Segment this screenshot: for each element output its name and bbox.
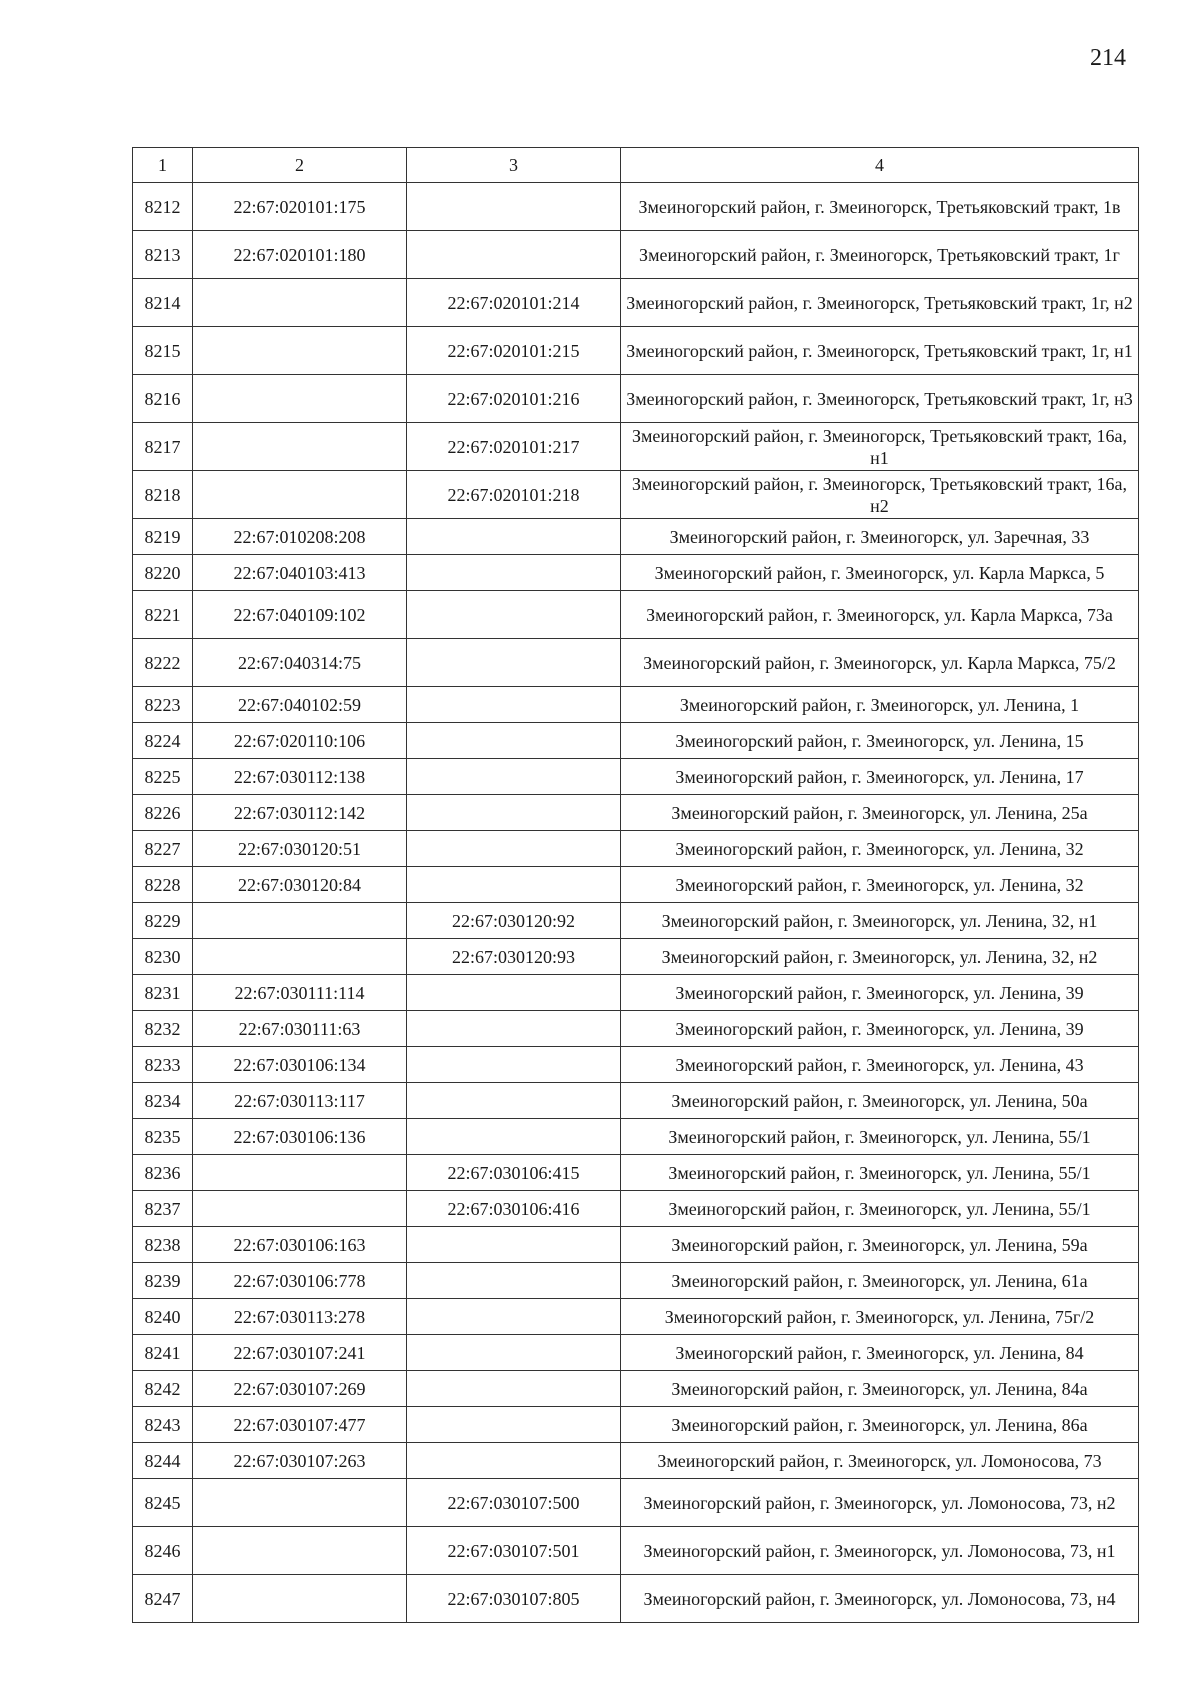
row-number: 8244 bbox=[133, 1443, 193, 1479]
row-number: 8233 bbox=[133, 1047, 193, 1083]
cadastral-number-col3 bbox=[407, 1335, 621, 1371]
table-row bbox=[133, 867, 1139, 903]
address-cell: Змеиногорский район, г. Змеиногорск, Третьяковский тракт, 1в bbox=[621, 183, 1139, 231]
cadastral-number-col2: 22:67:030107:477 bbox=[193, 1407, 407, 1443]
cadastral-number-col2 bbox=[193, 1527, 407, 1575]
table-row bbox=[133, 1443, 1139, 1479]
cadastral-number-col3: 22:67:030120:93 bbox=[407, 939, 621, 975]
cadastral-number-col3: 22:67:020101:214 bbox=[407, 279, 621, 327]
table-row bbox=[133, 903, 1139, 939]
row-number: 8231 bbox=[133, 975, 193, 1011]
cadastral-number-col3: 22:67:020101:217 bbox=[407, 423, 621, 471]
cadastral-number-col3 bbox=[407, 231, 621, 279]
registry-table bbox=[132, 147, 1139, 1623]
table-row bbox=[133, 1299, 1139, 1335]
cadastral-number-col2: 22:67:010208:208 bbox=[193, 519, 407, 555]
cadastral-number-col3 bbox=[407, 687, 621, 723]
address-cell: Змеиногорский район, г. Змеиногорск, ул. Ломоносова, 73, н1 bbox=[621, 1527, 1139, 1575]
cadastral-number-col2: 22:67:030111:114 bbox=[193, 975, 407, 1011]
cadastral-number-col2 bbox=[193, 1479, 407, 1527]
cadastral-number-col3 bbox=[407, 975, 621, 1011]
cadastral-number-col2 bbox=[193, 471, 407, 519]
address-cell: Змеиногорский район, г. Змеиногорск, ул. Ленина, 84а bbox=[621, 1371, 1139, 1407]
row-number: 8221 bbox=[133, 591, 193, 639]
table-row bbox=[133, 1575, 1139, 1623]
address-cell: Змеиногорский район, г. Змеиногорск, ул. Ленина, 32, н2 bbox=[621, 939, 1139, 975]
row-number: 8246 bbox=[133, 1527, 193, 1575]
cadastral-number-col2 bbox=[193, 279, 407, 327]
table-header-row bbox=[133, 148, 1139, 183]
address-cell: Змеиногорский район, г. Змеиногорск, ул. Ленина, 55/1 bbox=[621, 1155, 1139, 1191]
row-number: 8224 bbox=[133, 723, 193, 759]
table-row bbox=[133, 519, 1139, 555]
table-row bbox=[133, 423, 1139, 471]
cadastral-number-col3 bbox=[407, 1119, 621, 1155]
cadastral-number-col3: 22:67:030106:415 bbox=[407, 1155, 621, 1191]
table-row bbox=[133, 279, 1139, 327]
address-cell: Змеиногорский район, г. Змеиногорск, Третьяковский тракт, 1г bbox=[621, 231, 1139, 279]
row-number: 8239 bbox=[133, 1263, 193, 1299]
address-cell: Змеиногорский район, г. Змеиногорск, ул. Ленина, 50а bbox=[621, 1083, 1139, 1119]
row-number: 8229 bbox=[133, 903, 193, 939]
row-number: 8241 bbox=[133, 1335, 193, 1371]
table-row bbox=[133, 1119, 1139, 1155]
row-number: 8230 bbox=[133, 939, 193, 975]
cadastral-number-col3 bbox=[407, 831, 621, 867]
row-number: 8225 bbox=[133, 759, 193, 795]
cadastral-number-col3 bbox=[407, 1407, 621, 1443]
cadastral-number-col2 bbox=[193, 375, 407, 423]
cadastral-number-col3: 22:67:030107:500 bbox=[407, 1479, 621, 1527]
cadastral-number-col3: 22:67:030107:501 bbox=[407, 1527, 621, 1575]
row-number: 8219 bbox=[133, 519, 193, 555]
address-cell: Змеиногорский район, г. Змеиногорск, ул. Ленина, 39 bbox=[621, 1011, 1139, 1047]
address-cell: Змеиногорский район, г. Змеиногорск, Третьяковский тракт, 1г, н1 bbox=[621, 327, 1139, 375]
row-number: 8227 bbox=[133, 831, 193, 867]
address-cell: Змеиногорский район, г. Змеиногорск, Третьяковский тракт, 16а, н2 bbox=[621, 471, 1139, 519]
address-cell: Змеиногорский район, г. Змеиногорск, ул. Карла Маркса, 73а bbox=[621, 591, 1139, 639]
address-cell: Змеиногорский район, г. Змеиногорск, ул. Ленина, 17 bbox=[621, 759, 1139, 795]
address-cell: Змеиногорский район, г. Змеиногорск, Третьяковский тракт, 1г, н3 bbox=[621, 375, 1139, 423]
table-row bbox=[133, 327, 1139, 375]
cadastral-number-col2 bbox=[193, 1575, 407, 1623]
cadastral-number-col2: 22:67:030106:136 bbox=[193, 1119, 407, 1155]
cadastral-number-col2: 22:67:030106:778 bbox=[193, 1263, 407, 1299]
cadastral-number-col3: 22:67:020101:218 bbox=[407, 471, 621, 519]
address-cell: Змеиногорский район, г. Змеиногорск, ул. Ломоносова, 73, н2 bbox=[621, 1479, 1139, 1527]
cadastral-number-col2: 22:67:030112:142 bbox=[193, 795, 407, 831]
cadastral-number-col2: 22:67:030106:163 bbox=[193, 1227, 407, 1263]
cadastral-number-col2: 22:67:030111:63 bbox=[193, 1011, 407, 1047]
table-row bbox=[133, 1083, 1139, 1119]
table-row bbox=[133, 1155, 1139, 1191]
table-row bbox=[133, 1407, 1139, 1443]
row-number: 8247 bbox=[133, 1575, 193, 1623]
row-number: 8237 bbox=[133, 1191, 193, 1227]
cadastral-number-col2: 22:67:030120:84 bbox=[193, 867, 407, 903]
cadastral-number-col3 bbox=[407, 591, 621, 639]
cadastral-number-col3 bbox=[407, 1083, 621, 1119]
row-number: 8214 bbox=[133, 279, 193, 327]
row-number: 8228 bbox=[133, 867, 193, 903]
row-number: 8216 bbox=[133, 375, 193, 423]
column-header: 3 bbox=[407, 148, 621, 183]
page-number: 214 bbox=[1090, 45, 1126, 71]
address-cell: Змеиногорский район, г. Змеиногорск, ул. Ленина, 1 bbox=[621, 687, 1139, 723]
table-row bbox=[133, 723, 1139, 759]
cadastral-number-col2 bbox=[193, 327, 407, 375]
cadastral-number-col3 bbox=[407, 555, 621, 591]
row-number: 8234 bbox=[133, 1083, 193, 1119]
cadastral-number-col3 bbox=[407, 759, 621, 795]
address-cell: Змеиногорский район, г. Змеиногорск, ул. Ленина, 32 bbox=[621, 831, 1139, 867]
table-row bbox=[133, 639, 1139, 687]
cadastral-number-col3: 22:67:020101:216 bbox=[407, 375, 621, 423]
cadastral-number-col2 bbox=[193, 423, 407, 471]
cadastral-number-col3 bbox=[407, 1443, 621, 1479]
row-number: 8222 bbox=[133, 639, 193, 687]
cadastral-number-col2: 22:67:030112:138 bbox=[193, 759, 407, 795]
table-row bbox=[133, 1047, 1139, 1083]
address-cell: Змеиногорский район, г. Змеиногорск, ул. Ленина, 25а bbox=[621, 795, 1139, 831]
table-row bbox=[133, 795, 1139, 831]
row-number: 8245 bbox=[133, 1479, 193, 1527]
table-row bbox=[133, 1527, 1139, 1575]
address-cell: Змеиногорский район, г. Змеиногорск, ул. Ленина, 32, н1 bbox=[621, 903, 1139, 939]
table-row bbox=[133, 1479, 1139, 1527]
address-cell: Змеиногорский район, г. Змеиногорск, ул. Ленина, 61а bbox=[621, 1263, 1139, 1299]
cadastral-number-col2: 22:67:030113:117 bbox=[193, 1083, 407, 1119]
table-row bbox=[133, 939, 1139, 975]
row-number: 8232 bbox=[133, 1011, 193, 1047]
cadastral-number-col3: 22:67:030120:92 bbox=[407, 903, 621, 939]
table-row bbox=[133, 687, 1139, 723]
row-number: 8243 bbox=[133, 1407, 193, 1443]
address-cell: Змеиногорский район, г. Змеиногорск, ул. Ломоносова, 73, н4 bbox=[621, 1575, 1139, 1623]
cadastral-number-col2: 22:67:030107:263 bbox=[193, 1443, 407, 1479]
address-cell: Змеиногорский район, г. Змеиногорск, ул. Ленина, 75г/2 bbox=[621, 1299, 1139, 1335]
cadastral-number-col3 bbox=[407, 1227, 621, 1263]
column-header: 1 bbox=[133, 148, 193, 183]
cadastral-number-col2: 22:67:030106:134 bbox=[193, 1047, 407, 1083]
address-cell: Змеиногорский район, г. Змеиногорск, ул. Карла Маркса, 75/2 bbox=[621, 639, 1139, 687]
cadastral-number-col2: 22:67:020101:175 bbox=[193, 183, 407, 231]
table-row bbox=[133, 831, 1139, 867]
cadastral-number-col3 bbox=[407, 639, 621, 687]
row-number: 8223 bbox=[133, 687, 193, 723]
row-number: 8240 bbox=[133, 1299, 193, 1335]
row-number: 8212 bbox=[133, 183, 193, 231]
row-number: 8235 bbox=[133, 1119, 193, 1155]
cadastral-number-col3: 22:67:030106:416 bbox=[407, 1191, 621, 1227]
table-row bbox=[133, 1371, 1139, 1407]
row-number: 8218 bbox=[133, 471, 193, 519]
cadastral-number-col2: 22:67:030107:269 bbox=[193, 1371, 407, 1407]
row-number: 8236 bbox=[133, 1155, 193, 1191]
row-number: 8242 bbox=[133, 1371, 193, 1407]
address-cell: Змеиногорский район, г. Змеиногорск, ул. Ленина, 43 bbox=[621, 1047, 1139, 1083]
row-number: 8238 bbox=[133, 1227, 193, 1263]
table-row bbox=[133, 975, 1139, 1011]
cadastral-number-col2: 22:67:040314:75 bbox=[193, 639, 407, 687]
cadastral-number-col2: 22:67:040102:59 bbox=[193, 687, 407, 723]
address-cell: Змеиногорский район, г. Змеиногорск, ул. Ломоносова, 73 bbox=[621, 1443, 1139, 1479]
cadastral-number-col3 bbox=[407, 1371, 621, 1407]
cadastral-number-col3: 22:67:030107:805 bbox=[407, 1575, 621, 1623]
cadastral-number-col3: 22:67:020101:215 bbox=[407, 327, 621, 375]
cadastral-number-col3 bbox=[407, 723, 621, 759]
address-cell: Змеиногорский район, г. Змеиногорск, ул. Ленина, 15 bbox=[621, 723, 1139, 759]
row-number: 8217 bbox=[133, 423, 193, 471]
cadastral-number-col2 bbox=[193, 939, 407, 975]
address-cell: Змеиногорский район, г. Змеиногорск, ул. Ленина, 39 bbox=[621, 975, 1139, 1011]
column-header: 2 bbox=[193, 148, 407, 183]
cadastral-number-col2 bbox=[193, 1155, 407, 1191]
cadastral-number-col3 bbox=[407, 519, 621, 555]
table-row bbox=[133, 1011, 1139, 1047]
table-row bbox=[133, 591, 1139, 639]
cadastral-number-col2 bbox=[193, 903, 407, 939]
column-header: 4 bbox=[621, 148, 1139, 183]
table-row bbox=[133, 231, 1139, 279]
cadastral-number-col3 bbox=[407, 183, 621, 231]
address-cell: Змеиногорский район, г. Змеиногорск, Третьяковский тракт, 16а, н1 bbox=[621, 423, 1139, 471]
cadastral-number-col2: 22:67:040109:102 bbox=[193, 591, 407, 639]
address-cell: Змеиногорский район, г. Змеиногорск, Третьяковский тракт, 1г, н2 bbox=[621, 279, 1139, 327]
row-number: 8226 bbox=[133, 795, 193, 831]
cadastral-number-col3 bbox=[407, 1011, 621, 1047]
cadastral-number-col3 bbox=[407, 795, 621, 831]
cadastral-number-col3 bbox=[407, 1299, 621, 1335]
table-row bbox=[133, 1191, 1139, 1227]
row-number: 8215 bbox=[133, 327, 193, 375]
address-cell: Змеиногорский район, г. Змеиногорск, ул. Ленина, 55/1 bbox=[621, 1191, 1139, 1227]
cadastral-number-col2: 22:67:030120:51 bbox=[193, 831, 407, 867]
cadastral-number-col2: 22:67:020101:180 bbox=[193, 231, 407, 279]
cadastral-number-col2: 22:67:040103:413 bbox=[193, 555, 407, 591]
row-number: 8220 bbox=[133, 555, 193, 591]
cadastral-number-col2: 22:67:030107:241 bbox=[193, 1335, 407, 1371]
cadastral-number-col2 bbox=[193, 1191, 407, 1227]
table-row bbox=[133, 183, 1139, 231]
cadastral-number-col3 bbox=[407, 1047, 621, 1083]
address-cell: Змеиногорский район, г. Змеиногорск, ул. Ленина, 84 bbox=[621, 1335, 1139, 1371]
address-cell: Змеиногорский район, г. Змеиногорск, ул. Заречная, 33 bbox=[621, 519, 1139, 555]
table-row bbox=[133, 759, 1139, 795]
address-cell: Змеиногорский район, г. Змеиногорск, ул. Карла Маркса, 5 bbox=[621, 555, 1139, 591]
cadastral-number-col3 bbox=[407, 867, 621, 903]
table-row bbox=[133, 1263, 1139, 1299]
cadastral-number-col2: 22:67:030113:278 bbox=[193, 1299, 407, 1335]
table-row bbox=[133, 1335, 1139, 1371]
address-cell: Змеиногорский район, г. Змеиногорск, ул. Ленина, 86а bbox=[621, 1407, 1139, 1443]
cadastral-number-col3 bbox=[407, 1263, 621, 1299]
address-cell: Змеиногорский район, г. Змеиногорск, ул. Ленина, 59а bbox=[621, 1227, 1139, 1263]
table-row bbox=[133, 471, 1139, 519]
table-row bbox=[133, 375, 1139, 423]
cadastral-number-col2: 22:67:020110:106 bbox=[193, 723, 407, 759]
table-row bbox=[133, 1227, 1139, 1263]
table-row bbox=[133, 555, 1139, 591]
row-number: 8213 bbox=[133, 231, 193, 279]
address-cell: Змеиногорский район, г. Змеиногорск, ул. Ленина, 32 bbox=[621, 867, 1139, 903]
address-cell: Змеиногорский район, г. Змеиногорск, ул. Ленина, 55/1 bbox=[621, 1119, 1139, 1155]
